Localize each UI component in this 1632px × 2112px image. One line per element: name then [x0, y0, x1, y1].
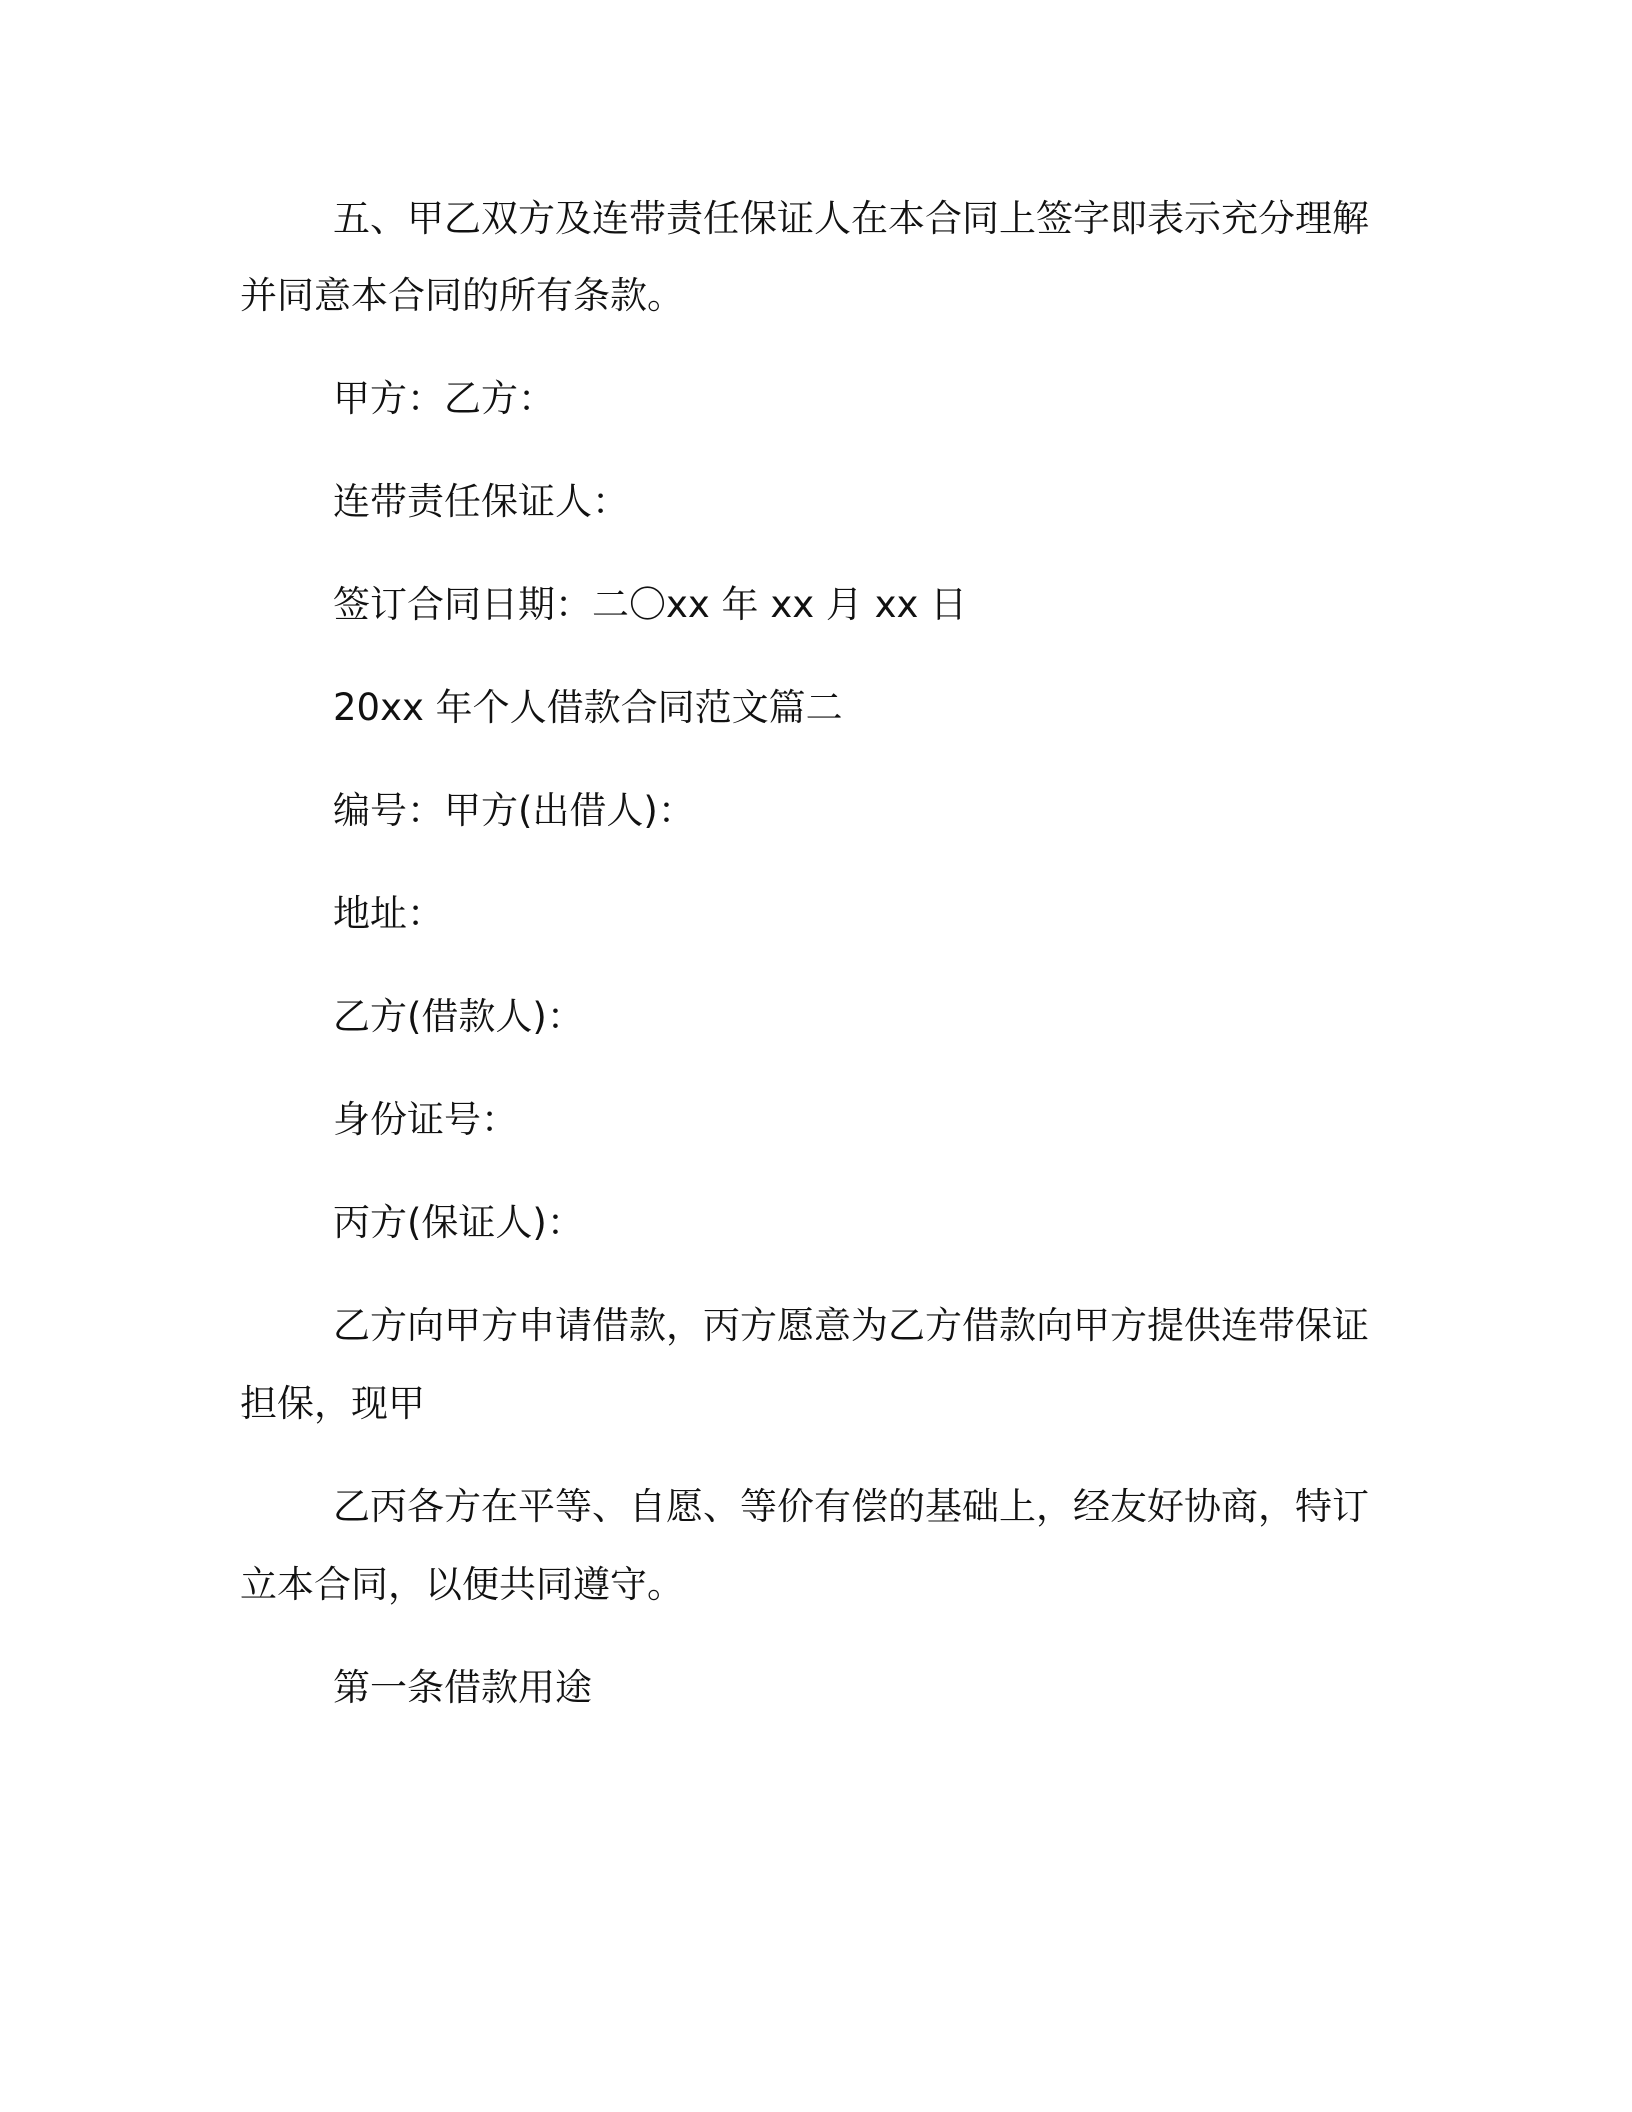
number-lender-field: 编号：甲方(出借人)：: [333, 789, 695, 832]
preamble-line-2: 担保，现甲: [240, 1382, 425, 1425]
preamble-line-1: 乙方向甲方申请借款，丙方愿意为乙方借款向甲方提供连带保证: [333, 1304, 1369, 1347]
id-number-field: 身份证号：: [333, 1098, 518, 1141]
preamble-line-4: 立本合同，以便共同遵守。: [240, 1563, 684, 1606]
preamble-line-3: 乙丙各方在平等、自愿、等价有偿的基础上，经友好协商，特订: [333, 1485, 1369, 1528]
article-one-heading: 第一条借款用途: [333, 1666, 592, 1709]
guarantor-field: 丙方(保证人)：: [333, 1201, 584, 1244]
borrower-field: 乙方(借款人)：: [333, 995, 584, 1038]
signing-date-line: 签订合同日期：二〇xx 年 xx 月 xx 日: [333, 583, 968, 626]
clause-five-line-1: 五、甲乙双方及连带责任保证人在本合同上签字即表示充分理解: [333, 197, 1369, 240]
address-field: 地址：: [333, 892, 444, 935]
clause-five-line-2: 并同意本合同的所有条款。: [240, 274, 684, 317]
guarantor-signature-line: 连带责任保证人：: [333, 480, 629, 523]
section-title: 20xx 年个人借款合同范文篇二: [333, 686, 843, 729]
parties-signature-line: 甲方：乙方：: [333, 377, 555, 420]
